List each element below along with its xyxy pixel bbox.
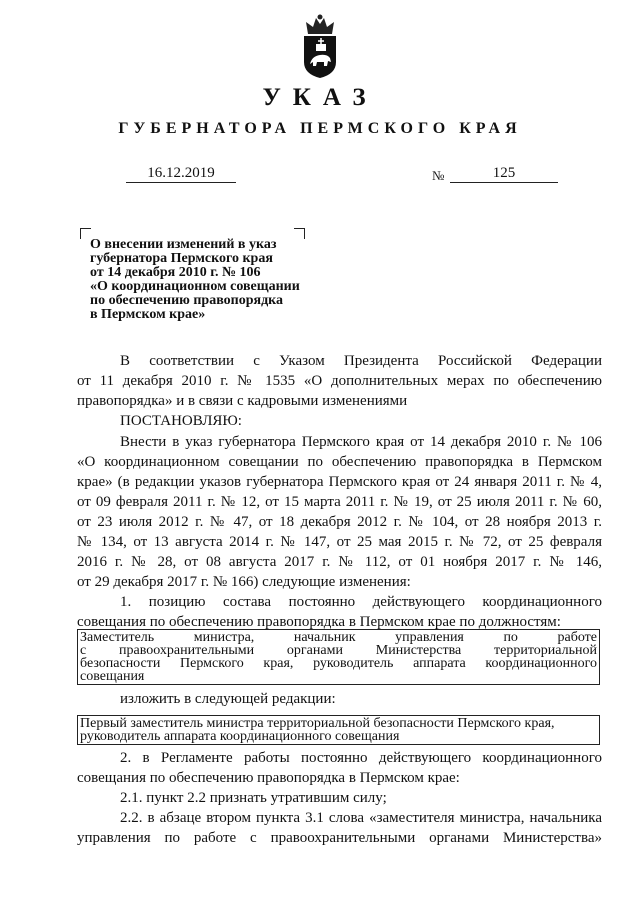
body-line: крае» (в редакции указов губернатора Пермского края от 24 января 2011 г. № 4,	[77, 474, 602, 490]
box-line: совещания	[80, 669, 145, 684]
document-subtitle: ГУБЕРНАТОРА ПЕРМСКОГО КРАЯ	[118, 120, 522, 137]
box-line: безопасности Пермского края, руководитель аппарата координационного	[80, 656, 597, 671]
preamble	[77, 351, 602, 431]
new-position-box	[77, 715, 600, 745]
document-title: УКАЗ	[262, 84, 378, 111]
body-line: В соответствии с Указом Президента Российской Федерации	[120, 353, 602, 369]
body-line: от 09 февраля 2011 г. № 12, от 15 марта 2011 г. № 19, от 25 июля 2011 г. № 60,	[77, 494, 602, 510]
replace-text: изложить в следующей редакции:	[120, 691, 336, 707]
subject-line: по обеспечению правопорядка	[90, 293, 284, 308]
body-line: 1. позицию состава постоянно действующего координационного	[120, 594, 602, 610]
box-line: Заместитель министра, начальник управления по работе	[80, 630, 597, 645]
body-line: Внести в указ губернатора Пермского края от 14 декабря 2010 г. № 106	[120, 434, 602, 450]
body-line: от 29 декабря 2017 г. № 166) следующие изменения:	[77, 574, 411, 590]
document-number: 125	[450, 164, 558, 183]
main-paragraph	[77, 432, 602, 632]
body-line: от 11 декабря 2010 г. № 1535 «О дополнительных мерах по обеспечению	[77, 373, 602, 389]
decree-subject	[90, 238, 330, 322]
subject-line: «О координационном совещании	[90, 279, 300, 294]
box-line: с правоохранительными органами Министерства территориальной	[80, 643, 597, 658]
perm-krai-coat-of-arms-icon	[300, 14, 340, 85]
decree-word: ПОСТАНОВЛЯЮ:	[120, 413, 242, 429]
body-line: «О координационном совещании по обеспечению правопорядка в Пермском	[77, 454, 602, 470]
body-line: правопорядка» и в связи с кадровыми изменениями	[77, 393, 408, 409]
subject-line: в Пермском крае»	[90, 307, 206, 322]
box-line: руководитель аппарата координационного совещания	[80, 729, 400, 744]
body-line: совещания по обеспечению правопорядка в Пермском крае:	[77, 770, 460, 786]
document-date: 16.12.2019	[126, 164, 236, 183]
body-line: 2016 г. № 28, от 08 августа 2017 г. № 112, от 01 ноября 2017 г. № 146,	[77, 554, 602, 570]
number-label: №	[432, 168, 445, 183]
section-2	[77, 748, 602, 848]
subject-line: от 14 декабря 2010 г. № 106	[90, 265, 261, 280]
subject-line: О внесении изменений в указ	[90, 237, 277, 252]
box-line: Первый заместитель министра территориальной безопасности Пермского края,	[80, 716, 555, 731]
body-line: 2.1. пункт 2.2 признать утратившим силу;	[120, 790, 387, 806]
body-line: совещания по обеспечению правопорядка в Пермском крае по должностям:	[77, 614, 561, 630]
old-position-box	[77, 629, 600, 685]
body-line: от 23 июля 2012 г. № 47, от 18 декабря 2012 г. № 104, от 28 ноября 2013 г.	[77, 514, 602, 530]
body-line: управления по работе с правоохранительными органами Министерства»	[77, 830, 602, 846]
body-line: 2.2. в абзаце втором пункта 3.1 слова «заместителя министра, начальника	[120, 810, 602, 826]
subject-line: губернатора Пермского края	[90, 251, 273, 266]
body-line: 2. в Регламенте работы постоянно действующего координационного	[120, 750, 602, 766]
body-line: № 134, от 13 августа 2014 г. № 147, от 25 мая 2015 г. № 72, от 25 февраля	[77, 534, 602, 550]
